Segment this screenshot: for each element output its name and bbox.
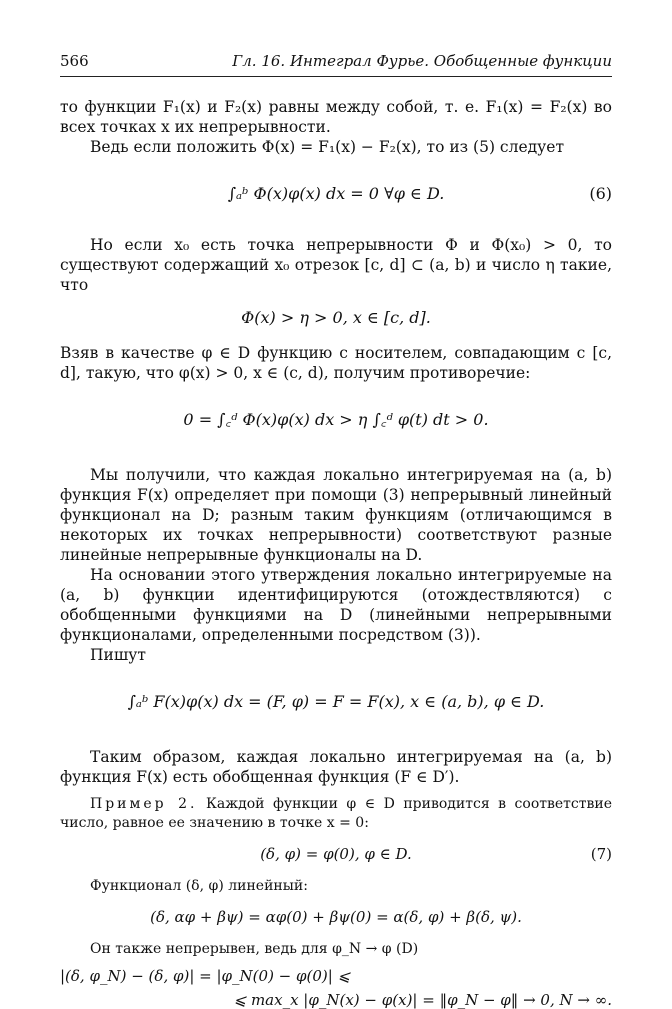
example-2-label: Пример 2.: [90, 796, 198, 812]
paragraph-8: Таким образом, каждая локально интегрируемая на (a, b) функция F(x) есть обобщенная функция (F ∈ D′).: [60, 748, 612, 786]
paragraph-11: Он также непрерывен, ведь для φ_N → φ (D): [90, 941, 419, 957]
formula-linearity: [60, 902, 612, 932]
page-number: 566: [60, 52, 89, 70]
paragraph-7: Пишут: [90, 646, 146, 664]
formula-6-body: ∫ₐᵇ Φ(x)φ(x) dx = 0 ∀φ ∈ D.: [227, 184, 445, 203]
formula-6-number: (6): [589, 184, 612, 203]
formula-contradiction: [60, 395, 612, 445]
formula-notation: [60, 677, 612, 727]
paragraph-2: Ведь если положить Φ(x) = F₁(x) − F₂(x), то из (5) следует: [90, 138, 565, 156]
paragraph-3: Но если x₀ есть точка непрерывности Φ и Φ(x₀) > 0, то существуют содержащий x₀ отрезок [c, d] ⊂ (a, b) и число η такие, что: [60, 236, 612, 294]
paragraph-10: Функционал (δ, φ) линейный:: [90, 878, 308, 894]
example-2-paragraph: [60, 795, 612, 833]
formula-7-body: (δ, φ) = φ(0), φ ∈ D.: [260, 845, 412, 863]
book-page: [60, 48, 612, 1009]
formula-notation-body: ∫ₐᵇ F(x)φ(x) dx = (F, φ) = F = F(x), x ∈ (a, b), φ ∈ D.: [127, 692, 545, 711]
example-2-text: Каждой функции φ ∈ D приводится в соответствие число, равное ее значению в точке x = 0:: [60, 796, 613, 831]
paragraph-4: Взяв в качестве φ ∈ D функцию с носителем, совпадающим с [c, d], такую, что φ(x) > 0, x ∈ (c, d), получим противоречие:: [60, 344, 612, 382]
chapter-title: Гл. 16. Интеграл Фурье. Обобщенные функции: [232, 52, 612, 70]
formula-continuity-line-1: |(δ, φ_N) − (δ, φ)| = |φ_N(0) − φ(0)| ⩽: [60, 967, 351, 985]
formula-contradiction-body: 0 = ∫꜀ᵈ Φ(x)φ(x) dx > η ∫꜀ᵈ φ(t) dt > 0.: [183, 410, 489, 429]
formula-phi-bound: [60, 305, 612, 331]
formula-6: [60, 169, 612, 219]
paragraph-1: то функции F₁(x) и F₂(x) равны между собой, т. е. F₁(x) = F₂(x) во всех точках x их непрерывности.: [60, 98, 612, 136]
formula-7-number: (7): [590, 845, 612, 863]
formula-continuity-line-2: ⩽ max_x |φ_N(x) − φ(x)| = ‖φ_N − φ‖ → 0, N → ∞.: [233, 991, 612, 1009]
running-head: [60, 48, 612, 77]
formula-linearity-body: (δ, αφ + βψ) = αφ(0) + βψ(0) = α(δ, φ) + β(δ, ψ).: [150, 908, 522, 926]
paragraph-5: Мы получили, что каждая локально интегрируемая на (a, b) функция F(x) определяет при помощи (3) непрерывный линейный функционал на D; разным таким функциям (отличающимся в некоторых их точках непрерывности) соответствуют разные линейные непрерывные функционалы на D.: [60, 466, 612, 564]
formula-7: [60, 839, 612, 869]
paragraph-6: На основании этого утверждения локально интегрируемые на (a, b) функции идентифицируются (отождествляются) с обобщенными функциями на D (линейными непрерывными функционалами, определенными посредством (3)).: [60, 566, 612, 644]
formula-phi-bound-body: Φ(x) > η > 0, x ∈ [c, d].: [241, 308, 431, 327]
